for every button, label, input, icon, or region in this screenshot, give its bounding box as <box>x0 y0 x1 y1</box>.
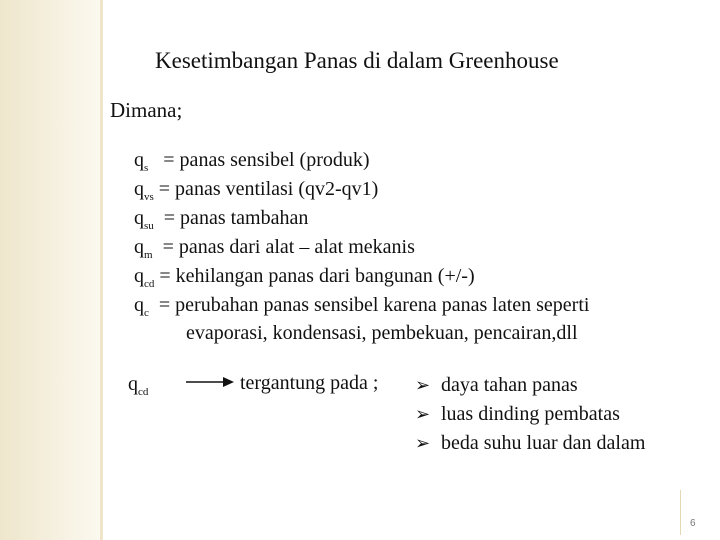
intro-text: Dimana; <box>110 98 183 122</box>
decorative-sidebar <box>0 0 100 540</box>
factor-text: luas dinding pembatas <box>441 403 620 425</box>
definition-text: = panas dari alat – alat mekanis <box>162 236 415 258</box>
symbol: q <box>134 265 144 287</box>
subscript: cd <box>138 386 149 398</box>
arrowhead-bullet-icon: ➢ <box>415 404 431 425</box>
subscript: cd <box>144 278 155 290</box>
definition-continuation: evaporasi, kondensasi, pembekuan, pencairan,dll <box>186 322 578 344</box>
symbol: q <box>128 373 138 395</box>
definition-text: = panas ventilasi (qv2-qv1) <box>158 178 379 200</box>
page-number: 6 <box>690 518 696 529</box>
definition-qvs <box>134 179 378 203</box>
sidebar-edge <box>100 0 103 540</box>
definition-text: = perubahan panas sensibel karena panas laten seperti <box>158 294 590 316</box>
definition-text: = panas tambahan <box>163 207 309 229</box>
subscript: su <box>144 220 154 232</box>
arrowhead-bullet-icon: ➢ <box>415 375 431 396</box>
definition-qs <box>134 150 370 174</box>
factor-text: daya tahan panas <box>441 374 578 396</box>
factor-item <box>415 404 620 424</box>
symbol: q <box>134 294 144 316</box>
symbol: q <box>134 149 144 171</box>
definition-qc <box>134 295 589 319</box>
decorative-rule <box>680 490 681 535</box>
subscript: s <box>144 162 149 174</box>
symbol: q <box>134 236 144 258</box>
slide-title: Kesetimbangan Panas di dalam Greenhouse <box>155 48 559 73</box>
symbol: q <box>134 178 144 200</box>
definition-qm <box>134 237 415 261</box>
depends-label: tergantung pada ; <box>240 372 379 394</box>
definition-qcd <box>134 266 475 290</box>
qcd-label <box>128 373 148 398</box>
symbol: q <box>134 207 144 229</box>
right-arrow-icon <box>185 372 235 392</box>
definition-qsu <box>134 208 308 232</box>
arrowhead-bullet-icon: ➢ <box>415 433 431 454</box>
subscript: vs <box>144 191 154 203</box>
factor-item <box>415 433 645 453</box>
subscript: m <box>144 249 153 261</box>
factor-text: beda suhu luar dan dalam <box>441 432 646 454</box>
definition-text: = kehilangan panas dari bangunan (+/-) <box>159 265 475 287</box>
definition-text: = panas sensibel (produk) <box>163 149 370 171</box>
subscript: c <box>144 307 149 319</box>
factor-item <box>415 375 578 395</box>
